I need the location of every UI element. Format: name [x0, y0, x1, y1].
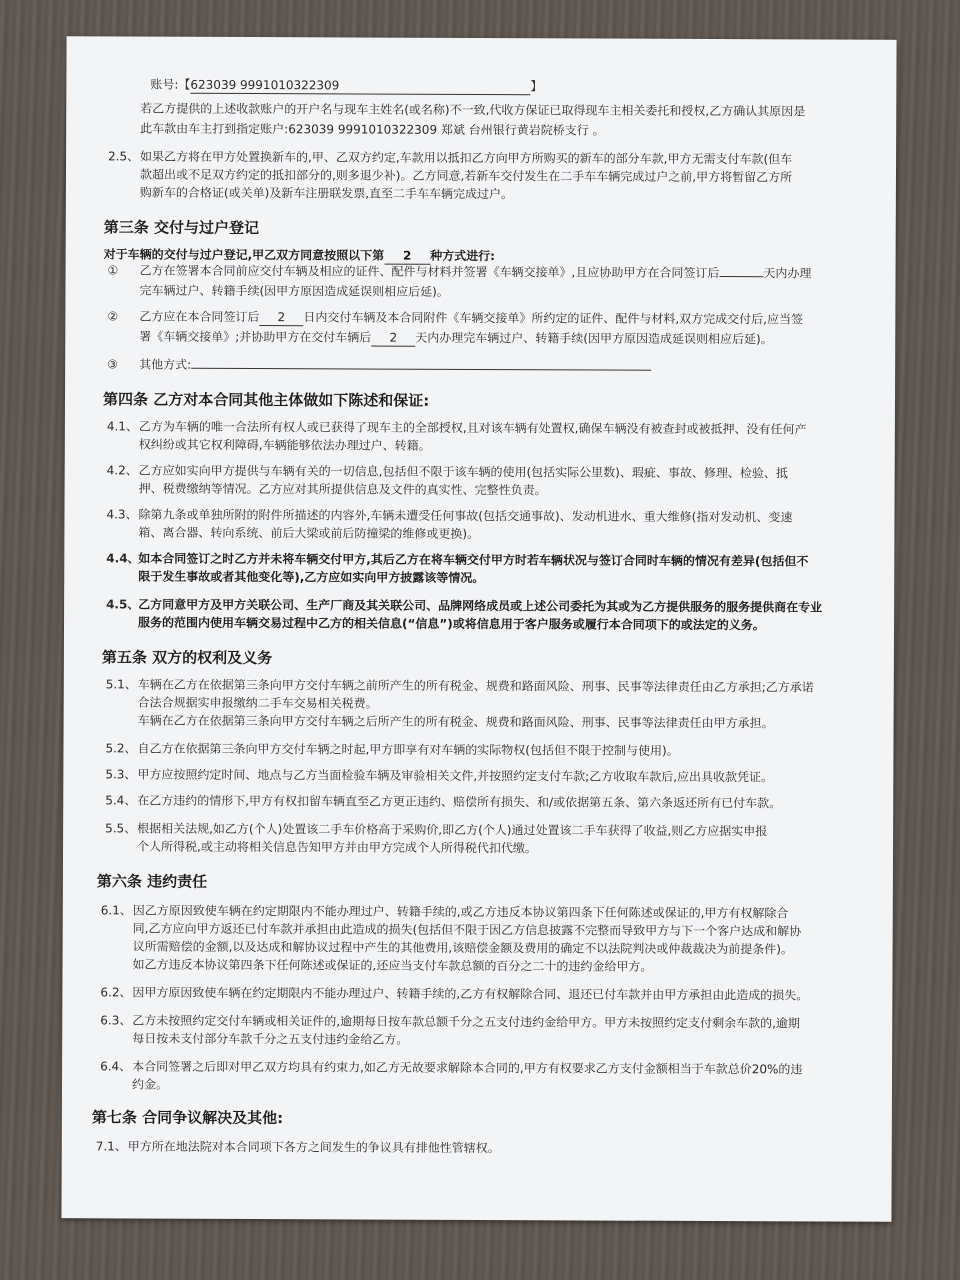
clause-7-1-line1: 甲方所在地法院对本合同项下各方之间发生的争议具有排他性管辖权。: [127, 1139, 500, 1156]
option-3-line: [139, 355, 651, 377]
clause-6-2-line1: 因甲方原因致使车辆在约定期限内不能办理过户、转籍手续的,乙方有权解除合同、退还已付车款并由甲方承担由此造成的损失。: [132, 985, 809, 1003]
clause-4-5-line2: 服务的范围内使用车辆交易过程中乙方的相关信息(“信息”)或将信息用于客户服务或履行本合同项下的或法定的义务。: [137, 615, 765, 633]
option-2-line2: [139, 327, 773, 350]
option-1-number: ①: [107, 263, 119, 278]
method-number: 2: [384, 248, 430, 265]
clause-6-3-line1: 乙方未按照约定交付车辆或相关证件的,逾期每日按车款总额千分之五支付违约金给甲方。甲方未按照约定支付剩余车款的,逾期: [132, 1013, 800, 1031]
clause-number: 5.1、: [105, 677, 137, 692]
option-2-text2-end: 天内办理完车辆过户、转籍手续(因甲方原因造成延误则相应后延)。: [415, 330, 773, 347]
clause-number: 4.2、: [106, 463, 138, 478]
clause-5-1-line2: 合法合规据实申报缴纳二手车交易相关税费。: [137, 695, 378, 711]
option-3-number: ③: [107, 357, 118, 372]
clause-number: 4.4、: [106, 551, 140, 566]
transfer-days: 2: [371, 330, 415, 347]
clause-number: 5.3、: [105, 767, 137, 782]
clause-4-2-line1: 乙方应如实向甲方提供与车辆有关的一切信息,包括但不限于该车辆的使用(包括实际公里数)、瑕疵、事故、修理、检验、抵: [138, 463, 788, 481]
clause-5-4-line1: 在乙方违约的情形下,甲方有权扣留车辆直至乙方更正违约、赔偿所有损失、和/或依据第五条、第六条返还所有已付车款。: [137, 793, 782, 811]
clause-6-1-line4: 如乙方违反本协议第四条下任何陈述或保证的,还应当支付车款总额的百分之二十的违约金给甲方。: [132, 957, 653, 974]
clause-2-5-line3: 购新车的合格证(或关单)及新车注册联发票,直至二手车车辆完成过户。: [139, 185, 514, 202]
clause-4-4-line1: 如本合同签订之时乙方并未将车辆交付甲方,其后乙方在将车辆交付甲方时若车辆状况与签订合同时车辆的情况有差异(包括但不: [138, 551, 809, 569]
option-1-text: 乙方在签署本合同前应交付车辆及相应的证件、配件与材料并签署《车辆交接单》,且应协助甲方在合同签订后: [139, 263, 720, 281]
clause-5-3-line1: 甲方应按照约定时间、地点与乙方当面检验车辆及审验相关文件,并按照约定支付车款;乙方收取车款后,应出具收款凭证。: [137, 767, 774, 785]
clause-4-4-line2: 限于发生事故或者其他变化等),乙方应如实向甲方披露该等情况。: [138, 569, 485, 586]
clause-4-5-line1: 乙方同意甲方及甲方关联公司、生产厂商及其关联公司、品牌网络成员或上述公司委托为其或为乙方提供服务的服务提供商在专业: [138, 597, 823, 615]
clause-2-5-line2: 款超出或不足双方约定的抵扣部分的,则多退少补)。乙方同意,若新车交付发生在二手车车辆完成过户之前,甲方将暂留乙方所: [139, 167, 793, 185]
option-3-text: 其他方式:: [139, 357, 192, 372]
payee-note-line2: 此车款由车主打到指定账户:623039 9991010322309 郑斌 台州银行黄岩院桥支行 。: [140, 121, 605, 138]
account-label: 账号:【: [150, 77, 191, 92]
option-1-text-end: 天内办理: [763, 266, 812, 281]
clause-4-1-line1: 乙方为车辆的唯一合法所有权人或已获得了现车主的全部授权,且对该车辆有处置权,确保车辆没有被查封或被抵押、没有任何产: [138, 419, 807, 437]
section-3-heading: 第三条 交付与过户登记: [103, 218, 260, 238]
option-2-text2: 署《车辆交接单》;并协助甲方在交付车辆后: [139, 329, 372, 345]
clause-6-4-line2: 约金。: [131, 1077, 169, 1092]
clause-6-1-line3: 议所需赔偿的金额,以及达成和解协议过程中产生的其他费用,该赔偿金额及费用的确定不以法院判决或仲裁裁决为前提条件)。: [132, 939, 793, 957]
clause-4-2-line2: 押、税费缴纳等情况。乙方应对其所提供信息及文件的真实性、完整性负责。: [138, 481, 547, 498]
clause-5-1-line1: 车辆在乙方在依据第三条向甲方交付车辆之前所产生的所有税金、规费和路面风险、刑事、民事等法律责任由乙方承担;乙方承诺: [137, 677, 814, 695]
option-1-line2: 完车辆过户、转籍手续(因甲方原因造成延误则相应后延)。: [139, 283, 449, 299]
clause-6-3-line2: 每日按未支付部分车款千分之五支付违约金给乙方。: [132, 1031, 409, 1047]
clause-number: 5.2、: [105, 741, 137, 756]
account-value: 623039 9991010322309: [190, 77, 530, 95]
clause-number: 6.2、: [100, 985, 132, 1000]
clause-number: 6.3、: [100, 1013, 132, 1028]
intro-text-end: 种方式进行:: [430, 248, 496, 264]
clause-4-3-line2: 箱、离合器、转向系统、前后大梁或前后防撞梁的维修或更换)。: [138, 525, 480, 541]
clause-number: 4.1、: [106, 419, 139, 434]
section-4-heading: 第四条 乙方对本合同其他主体做如下陈述和保证:: [102, 390, 430, 410]
clause-number: 4.5、: [106, 597, 140, 612]
section-7-heading: 第七条 合同争议解决及其他:: [91, 1108, 284, 1128]
clause-5-1-line3: 车辆在乙方在依据第三条向甲方交付车辆之后所产生的所有税金、规费和路面风险、刑事、民事等法律责任由甲方承担。: [137, 713, 774, 731]
contract-page: [61, 36, 896, 1222]
clause-4-3-line1: 除第九条或单独所附的附件所描述的内容外,车辆未遭受任何事故(包括交通事故)、发动机进水、重大维修(指对发动机、变速: [138, 507, 793, 525]
clause-number: 2.5、: [108, 149, 140, 164]
clause-number: 6.1、: [100, 903, 132, 918]
clause-number: 6.4、: [100, 1059, 132, 1074]
delivery-days: 2: [259, 309, 303, 326]
option-2-text: 乙方应在本合同签订后: [139, 309, 260, 325]
clause-6-4-line1: 本合同签署之后即对甲乙双方均具有约束力,如乙方无故要求解除本合同的,甲方有权要求乙方支付金额相当于车款总价20%的违: [132, 1059, 803, 1077]
clause-number: 5.5、: [105, 821, 137, 836]
clause-6-1-line2: 同,乙方应向甲方返还已付车款并承担由此造成的损失(包括但不限于因乙方信息披露不完整而导致甲方与下一个客户达成和解协: [132, 921, 802, 939]
clause-5-5-line1: 根据相关法规,如乙方(个人)处置该二手车价格高于采购价,即乙方(个人)通过处置该二手车获得了收益,则乙方应据实申报: [137, 821, 768, 839]
clause-5-5-line2: 个人所得税,或主动将相关信息告知甲方并由甲方完成个人所得税代扣代缴。: [137, 839, 537, 856]
clause-2-5-line1: 如果乙方将在甲方处置换新车的,甲、乙双方约定,车款用以抵扣乙方向甲方所购买的新车的部分车款,甲方无需支付车款(但车: [140, 149, 793, 167]
clause-5-2-line1: 自乙方在依据第三条向甲方交付车辆之时起,甲方即享有对车辆的实际物权(包括但不限于控制与使用)。: [137, 741, 679, 758]
option-2-text-cont: 日内交付车辆及本合同附件《车辆交接单》所约定的证件、配件与材料,双方完成交付后,应当签: [303, 310, 804, 327]
account-line: [150, 75, 542, 97]
section-6-heading: 第六条 违约责任: [96, 872, 208, 891]
option-2-number: ②: [107, 309, 119, 324]
intro-text: 对于车辆的交付与过户登记,甲乙双方同意按照以下第: [103, 247, 385, 263]
section-5-heading: 第五条 双方的权利及义务: [101, 648, 273, 668]
clause-6-1-line1: 因乙方原因致使车辆在约定期限内不能办理过户、转籍手续的,或乙方违反本协议第四条下任何陈述或保证的,甲方有权解除合: [132, 903, 789, 921]
clause-number: 7.1、: [95, 1139, 127, 1154]
clause-4-1-line2: 权纠纷或其它权利障碍,车辆能够依法办理过户、转籍。: [138, 437, 431, 453]
clause-number: 5.4、: [105, 793, 137, 808]
payee-note-line1: 若乙方提供的上述收款账户的开户名与现车主姓名(或名称)不一致,代收方保证已取得现车主相关委托和授权,乙方确认其原因是: [140, 101, 806, 119]
clause-number: 4.3、: [106, 507, 138, 522]
account-bracket: 】: [530, 79, 543, 94]
